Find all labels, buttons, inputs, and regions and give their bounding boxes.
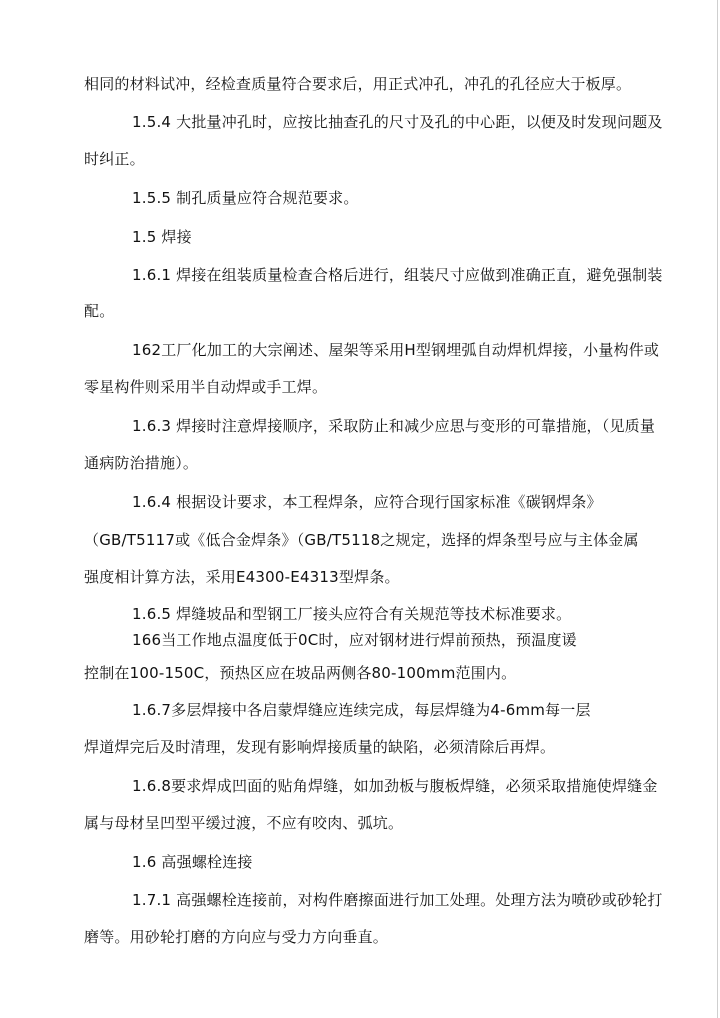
text-line: 162工厂化加工的大宗阐述、屋架等采用H型钢埋弧自动焊机焊接，小量构件或	[132, 341, 660, 359]
page-edge	[717, 0, 718, 1018]
text-line: 1.6.7多层焊接中各启蒙焊缝应连续完成，每层焊缝为4-6mm每一层	[132, 701, 591, 719]
text-line: 零星构件则采用半自动焊或手工焊。	[84, 378, 328, 396]
text-line: 通病防治措施）。	[84, 454, 199, 472]
text-line: 强度相计算方法，采用E4300-E4313型焊条。	[84, 568, 400, 586]
text-line: 1.6.1 焊接在组装质量检查合格后进行，组装尺寸应做到准确正直，避免强制装	[132, 266, 663, 284]
section-heading: 1.6 高强螺栓连接	[132, 853, 253, 871]
text-line: （GB/T5117或《低合金焊条》（GB/T5118之规定，选择的焊条型号应与主体金属	[84, 531, 639, 549]
text-line: 1.5.5 制孔质量应符合规范要求。	[132, 189, 359, 207]
text-line: 1.6.8要求焊成凹面的贴角焊缝，如加劲板与腹板焊缝，必须采取措施使焊缝金	[132, 777, 658, 795]
text-line: 166当工作地点温度低于0C时，应对钢材进行焊前预热，预温度谖	[132, 631, 577, 649]
text-line: 时纠正。	[84, 150, 145, 168]
text-line: 1.7.1 高强螺栓连接前，对构件磨擦面进行加工处理。处理方法为喷砂或砂轮打	[132, 891, 663, 909]
text-line: 1.6.4 根据设计要求，本工程焊条，应符合现行国家标准《碳钢焊条》	[132, 493, 602, 511]
text-line: 控制在100-150C，预热区应在坡品两侧各80-100mm范围内。	[84, 664, 517, 682]
text-line: 1.6.5 焊缝坡品和型钢工厂接头应符合有关规范等技术标准要求。	[132, 605, 572, 623]
text-line: 焊道焊完后及时清理，发现有影响焊接质量的缺陷，必须清除后再焊。	[84, 738, 556, 756]
text-line: 属与母材呈凹型平缓过渡，不应有咬肉、弧坑。	[84, 814, 404, 832]
section-heading: 1.5 焊接	[132, 228, 192, 246]
text-line: 配。	[84, 302, 115, 320]
text-line: 1.6.3 焊接时注意焊接顺序，采取防止和减少应思与变形的可靠措施，（见质量	[132, 417, 656, 435]
text-line: 磨等。用砂轮打磨的方向应与受力方向垂直。	[84, 928, 389, 946]
text-line: 1.5.4 大批量冲孔时，应按比抽查孔的尺寸及孔的中心距，以便及时发现问题及	[132, 113, 663, 131]
text-line: 相同的材料试冲，经检查质量符合要求后，用正式冲孔，冲孔的孔径应大于板厚。	[84, 75, 632, 93]
